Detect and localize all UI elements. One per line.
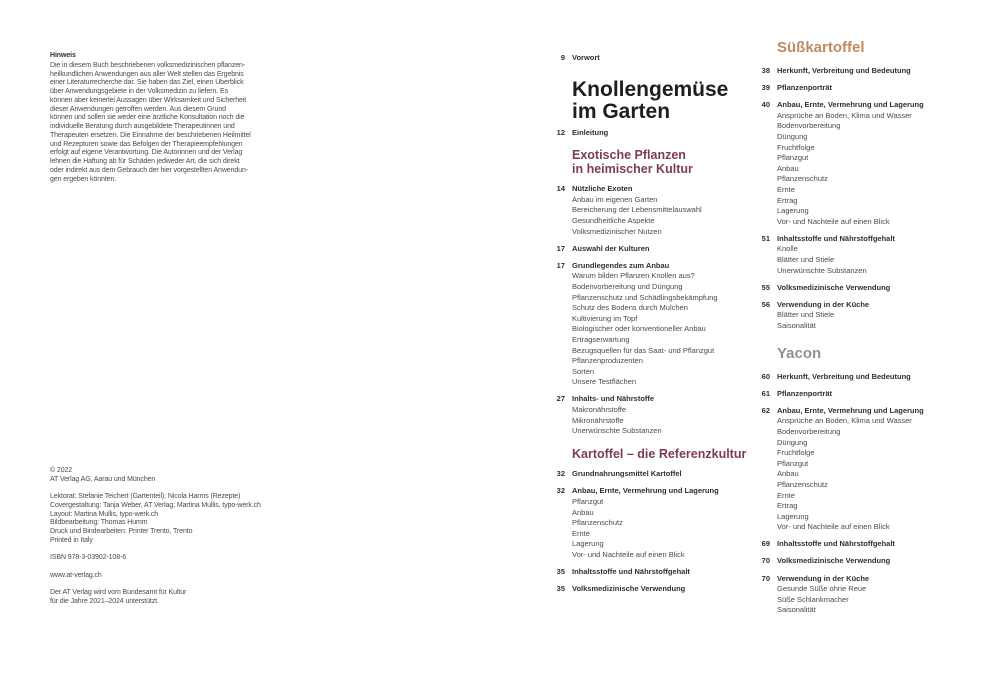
notice-line: können aber keinerlei Aussagen über Wirksamkeit und Sicherheit [50, 96, 247, 104]
toc-entry [744, 66, 984, 77]
notice-block [50, 52, 270, 184]
toc-entry [539, 244, 744, 255]
toc-entry [539, 486, 744, 497]
book-title-line: im Garten [572, 99, 671, 123]
toc-sub-list [572, 405, 744, 437]
toc-page-number: 35 [556, 567, 565, 576]
toc-sub-entry: Sorten [572, 366, 595, 376]
toc-entry [744, 556, 984, 567]
toc-sub-entry: Anbau [777, 163, 799, 173]
toc-entry [539, 394, 744, 405]
toc-entry [539, 567, 744, 578]
toc-section-header-line: Exotische Pflanzen [572, 148, 686, 163]
notice-line: heilkundlichen Anwendungen aus aller Welt stellen das Ergebnis [50, 70, 244, 78]
toc-column-middle [539, 53, 747, 601]
toc-sub-entry: Kultivierung im Topf [572, 313, 638, 323]
toc-sub-entry: Ansprüche an Boden, Klima und Wasser [777, 416, 912, 426]
toc-page-number: 14 [556, 184, 565, 194]
notice-line: erfolgt auf eigene Verantwortung. Die Autorinnen und der Verlag [50, 149, 243, 157]
toc-sub-entry: Ernte [572, 528, 590, 538]
toc-entry [539, 184, 744, 195]
notice-line: oder indirekt aus dem Gebrauch der hier vorgestellten Anwendun- [50, 166, 248, 174]
toc-entry-label: Vorwort [572, 53, 600, 62]
toc-section-header [572, 149, 744, 176]
imprint-line: Der AT Verlag wird vom Bundesamt für Kultur [50, 588, 187, 596]
toc-entry-label: Grundlegendes zum Anbau [572, 260, 670, 270]
toc-entry-label: Volksmedizinische Verwendung [777, 556, 891, 566]
toc-entry-label: Inhaltsstoffe und Nährstoffgehalt [777, 539, 895, 549]
toc-entry-label: Grundnahrungsmittel Kartoffel [572, 469, 682, 479]
toc-entry [539, 469, 744, 480]
toc-entry-label: Inhalts- und Nährstoffe [572, 394, 655, 404]
toc-entry-label: Einleitung [572, 127, 609, 137]
toc-sub-entry: Saisonalität [777, 605, 816, 615]
toc-sub-entry: Bezugsquellen für das Saat- und Pflanzgut [572, 345, 715, 355]
toc-sub-entry: Vor- und Nachteile auf einen Blick [572, 549, 685, 559]
toc-sub-entry: Mikronährstoffe [572, 415, 624, 425]
notice-line: Therapeuten ersetzen. Die Einnahme der beschriebenen Heilmittel [50, 131, 251, 139]
imprint-line: www.at-verlag.ch [50, 571, 102, 579]
toc-sub-list [572, 271, 744, 388]
toc-entry [744, 389, 984, 400]
notice-line: können und sollen sie weder eine ärztliche Konsultation noch die [50, 114, 245, 122]
toc-entry [744, 406, 984, 417]
toc-entry-label: Herkunft, Verbreitung und Bedeutung [777, 371, 911, 381]
toc-sub-entry: Süße Schlankmacher [777, 594, 849, 604]
toc-page-number: 70 [761, 573, 770, 583]
toc-sub-entry: Knolle [777, 244, 798, 254]
imprint-paragraph [50, 589, 261, 607]
toc-sub-entry: Volksmedizinischer Nutzen [572, 226, 662, 236]
toc-sub-entry: Vor- und Nachteile auf einen Blick [777, 216, 890, 226]
notice-line: gen ergeben könnten. [50, 175, 117, 183]
notice-line: und Rezepturen sowie das Befolgen der Therapieempfehlungen [50, 140, 243, 148]
toc-sub-entry: Ertragserwartung [572, 334, 630, 344]
toc-entry [744, 100, 984, 111]
toc-sub-entry: Düngung [777, 131, 808, 141]
toc-entry [539, 53, 744, 64]
toc-entry-label: Auswahl der Kulturen [572, 243, 650, 253]
toc-sub-list [777, 416, 984, 533]
imprint-line: Layout: Martina Mullis, typo-werk.ch [50, 510, 159, 518]
toc-sub-entry: Schutz des Bodens durch Mulchen [572, 303, 688, 313]
toc-entry-label: Anbau, Ernte, Vermehrung und Lagerung [572, 486, 719, 496]
imprint-line: für die Jahre 2021–2024 unterstützt. [50, 597, 159, 605]
toc-sub-entry: Makronährstoffe [572, 404, 627, 414]
toc-sub-list [777, 584, 984, 616]
notice-title: Hinweis [50, 52, 76, 59]
toc-sub-entry: Biologischer oder konventioneller Anbau [572, 324, 706, 334]
toc-page-number: 62 [761, 405, 770, 415]
notice-line: Die in diesem Buch beschriebenen volksmedizinischen pflanzen- [50, 61, 246, 69]
toc-sub-entry: Ansprüche an Boden, Klima und Wasser [777, 110, 912, 120]
toc-page-number: 51 [761, 233, 770, 243]
toc-sub-entry: Pflanzenschutz [572, 518, 623, 528]
toc-sub-entry: Ertrag [777, 195, 798, 205]
toc-entry-label: Inhaltsstoffe und Nährstoffgehalt [777, 233, 895, 243]
toc-sub-entry: Fruchtfolge [777, 448, 815, 458]
toc-section-header [777, 40, 984, 56]
imprint-paragraph [50, 467, 261, 485]
toc-section-header [572, 446, 747, 462]
notice-line: individuelle Beratung durch ausgebildete Therapeutinnen und [50, 123, 235, 130]
toc-page-number: 60 [761, 371, 770, 381]
book-title-line: Knollengemüse [572, 77, 729, 101]
imprint-line: © 2022 [50, 467, 73, 474]
imprint-line: Bildbearbeitung: Thomas Humm [50, 519, 148, 527]
toc-sub-entry: Anbau [572, 507, 594, 517]
toc-entry-label: Volksmedizinische Verwendung [572, 584, 686, 594]
toc-sub-list [777, 111, 984, 228]
toc-page-number: 32 [556, 469, 565, 479]
toc-sub-entry: Lagerung [777, 511, 809, 521]
toc-entry [744, 300, 984, 311]
toc-sub-entry: Anbau [777, 469, 799, 479]
toc-section-header-line: Süßkartoffel [777, 39, 865, 56]
imprint-line: ISBN 978-3-03902-108-6 [50, 554, 127, 562]
toc-column-right [744, 40, 984, 622]
toc-page-number: 56 [761, 299, 770, 309]
imprint-paragraph [50, 572, 261, 581]
toc-page-number: 17 [556, 243, 565, 253]
toc-page-number: 17 [556, 260, 565, 270]
toc-sub-entry: Pflanzgut [777, 458, 809, 468]
toc-page-number: 55 [761, 282, 770, 292]
toc-page-number: 38 [761, 66, 770, 75]
toc-page-number: 61 [761, 388, 770, 398]
notice-line: dieser Anwendungen getroffen werden. Aus diesem Grund [50, 105, 226, 113]
toc-page-number: 12 [556, 127, 565, 137]
toc-entry [744, 283, 984, 294]
imprint-line: Druck und Bindearbeiten: Printer Trento, Trento [50, 528, 193, 536]
toc-section-header [777, 346, 984, 362]
toc-sub-entry: Bereicherung der Lebensmittelauswahl [572, 205, 702, 215]
toc-entry [539, 584, 744, 595]
toc-sub-entry: Anbau im eigenen Garten [572, 194, 658, 204]
toc-entry-label: Pflanzenporträt [777, 83, 833, 93]
notice-body [50, 62, 270, 185]
toc-entry [744, 539, 984, 550]
toc-entry-label: Volksmedizinische Verwendung [777, 282, 891, 292]
toc-entry [539, 261, 744, 272]
toc-sub-entry: Lagerung [777, 206, 809, 216]
toc-page-number: 9 [560, 53, 565, 62]
imprint-line: Lektorat: Stefanie Teichert (Gartenteil); Nicola Harms (Rezepte) [50, 493, 241, 501]
toc-entry-label: Verwendung in der Küche [777, 573, 870, 583]
toc-page-number: 69 [761, 539, 770, 549]
imprint-line: Covergestaltung: Tanja Weber, AT Verlag; Martina Mullis, typo-werk.ch [50, 501, 261, 509]
toc-sub-entry: Fruchtfolge [777, 142, 815, 152]
toc-page-number: 27 [556, 394, 565, 404]
toc-sub-entry: Unerwünschte Substanzen [777, 265, 867, 275]
toc-sub-entry: Blätter und Stiele [777, 255, 835, 264]
toc-sub-entry: Bodenvorbereitung [777, 426, 841, 436]
toc-entry-label: Verwendung in der Küche [777, 299, 870, 309]
toc-entry-label: Inhaltsstoffe und Nährstoffgehalt [572, 567, 690, 576]
toc-page-number: 39 [761, 83, 770, 93]
toc-sub-entry: Warum bilden Pflanzen Knollen aus? [572, 271, 695, 281]
toc-sub-entry: Pflanzgut [777, 153, 809, 163]
book-title [572, 79, 744, 123]
notice-line: lehnen die Haftung ab für Schäden jedweder Art, die sich direkt [50, 158, 240, 165]
toc-entry-label: Herkunft, Verbreitung und Bedeutung [777, 66, 911, 75]
toc-entry-label: Anbau, Ernte, Vermehrung und Lagerung [777, 100, 924, 110]
toc-sub-entry: Lagerung [572, 539, 604, 549]
toc-section-header-line: Yacon [777, 344, 822, 362]
toc-sub-entry: Ernte [777, 490, 795, 500]
toc-entry [744, 372, 984, 383]
toc-entry [744, 83, 984, 94]
toc-sub-entry: Gesundheitliche Aspekte [572, 215, 655, 225]
toc-sub-list [777, 310, 984, 331]
toc-sub-entry: Pflanzenschutz [777, 174, 828, 184]
toc-entry-label: Anbau, Ernte, Vermehrung und Lagerung [777, 405, 924, 415]
toc-sub-list [777, 244, 984, 276]
toc-sub-entry: Vor- und Nachteile auf einen Blick [777, 522, 890, 532]
toc-sub-entry: Ernte [777, 184, 795, 194]
toc-sub-entry: Düngung [777, 437, 808, 447]
imprint-paragraph [50, 493, 261, 546]
toc-sub-entry: Blätter und Stiele [777, 310, 835, 320]
toc-page-number: 35 [556, 584, 565, 594]
notice-line: über Anwendungsgebiete in der Volksmedizin zu liefern. Es [50, 88, 228, 95]
imprint-paragraph [50, 554, 261, 563]
toc-page-number: 32 [556, 486, 565, 496]
toc-sub-entry: Unsere Testflächen [572, 377, 637, 387]
toc-sub-entry: Bodenvorbereitung [777, 121, 841, 131]
toc-section-header-line: in heimischer Kultur [572, 161, 693, 176]
toc-sub-entry: Bodenvorbereitung und Düngung [572, 281, 683, 291]
toc-entry [744, 234, 984, 245]
toc-sub-entry: Unerwünschte Substanzen [572, 426, 662, 436]
notice-line: einer Literaturrecherche dar. Sie haben das Ziel, einen Überblick [50, 79, 244, 87]
toc-entry-label: Nützliche Exoten [572, 184, 633, 194]
imprint-line: AT Verlag AG, Aarau und München [50, 475, 156, 483]
toc-sub-entry: Saisonalität [777, 320, 816, 330]
imprint [50, 467, 261, 615]
toc-entry [539, 128, 744, 139]
imprint-line: Printed in Italy [50, 537, 93, 545]
toc-entry-label: Pflanzenporträt [777, 388, 833, 398]
toc-sub-entry: Pflanzgut [572, 496, 604, 506]
toc-page-number: 70 [761, 556, 770, 566]
toc-sub-entry: Ertrag [777, 501, 798, 511]
toc-page-number: 40 [761, 100, 770, 110]
toc-sub-list [572, 195, 744, 237]
toc-sub-entry: Pflanzenschutz [777, 479, 828, 489]
toc-entry [744, 574, 984, 585]
toc-sub-entry: Gesunde Süße ohne Reue [777, 584, 867, 594]
toc-sub-entry: Pflanzenproduzenten [572, 356, 643, 366]
toc-sub-list [572, 497, 744, 561]
toc-sub-entry: Pflanzenschutz und Schädlingsbekämpfung [572, 292, 718, 302]
toc-section-header-line: Kartoffel – die Referenzkultur [572, 446, 747, 461]
